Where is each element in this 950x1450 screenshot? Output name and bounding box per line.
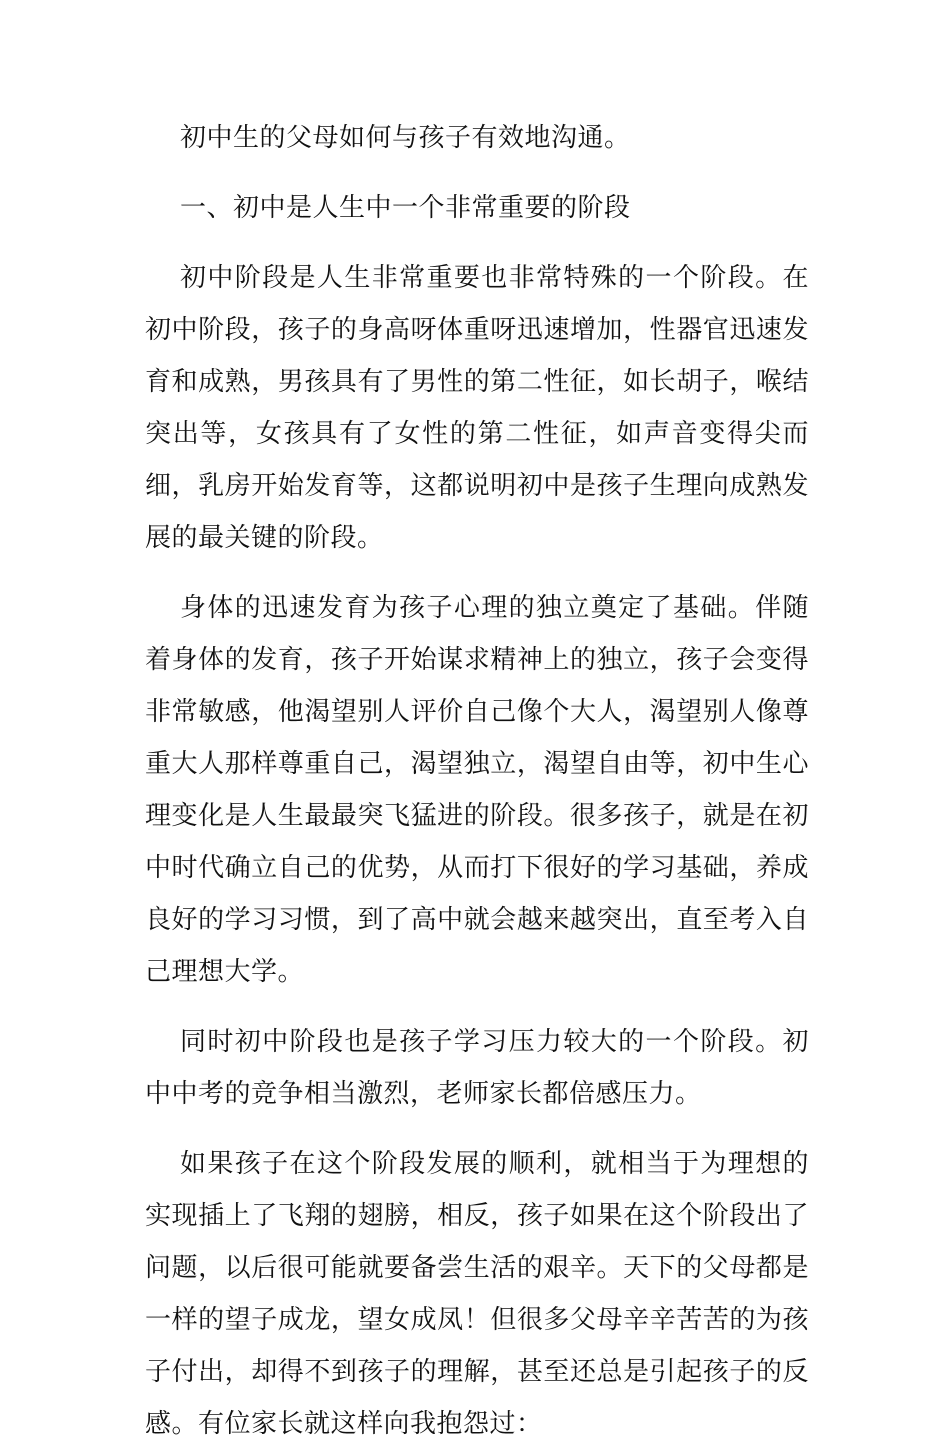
paragraph: 如果孩子在这个阶段发展的顺利，就相当于为理想的实现插上了飞翔的翅膀，相反，孩子如果在这个阶段出了问题，以后很可能就要备尝生活的艰辛。天下的父母都是一样的望子成龙，望女成凤！但很多父母辛辛苦苦的为孩子付出，却得不到孩子的理解，甚至还总是引起孩子的反感。有位家长就这样向我抱怨过：	[145, 1149, 809, 1439]
paragraph: 初中阶段是人生非常重要也非常特殊的一个阶段。在初中阶段，孩子的身高呀体重呀迅速增加，性器官迅速发育和成熟，男孩具有了男性的第二性征，如长胡子，喉结突出等，女孩具有了女性的第二性征，如声音变得尖而细，乳房开始发育等，这都说明初中是孩子生理向成熟发展的最关键的阶段。	[145, 263, 809, 553]
document-title: 初中生的父母如何与孩子有效地沟通。	[180, 123, 631, 153]
paragraph: 身体的迅速发育为孩子心理的独立奠定了基础。伴随着身体的发育，孩子开始谋求精神上的独立，孩子会变得非常敏感，他渴望别人评价自己像个大人，渴望别人像尊重大人那样尊重自己，渴望独立，渴望自由等，初中生心理变化是人生最最突飞猛进的阶段。很多孩子，就是在初中时代确立自己的优势，从而打下很好的学习基础，养成良好的学习习惯，到了高中就会越来越突出，直至考入自己理想大学。	[145, 593, 809, 987]
paragraph: 同时初中阶段也是孩子学习压力较大的一个阶段。初中中考的竞争相当激烈，老师家长都倍感压力。	[145, 1027, 809, 1109]
section-heading: 一、初中是人生中一个非常重要的阶段	[180, 193, 631, 223]
document-body	[145, 112, 809, 1450]
